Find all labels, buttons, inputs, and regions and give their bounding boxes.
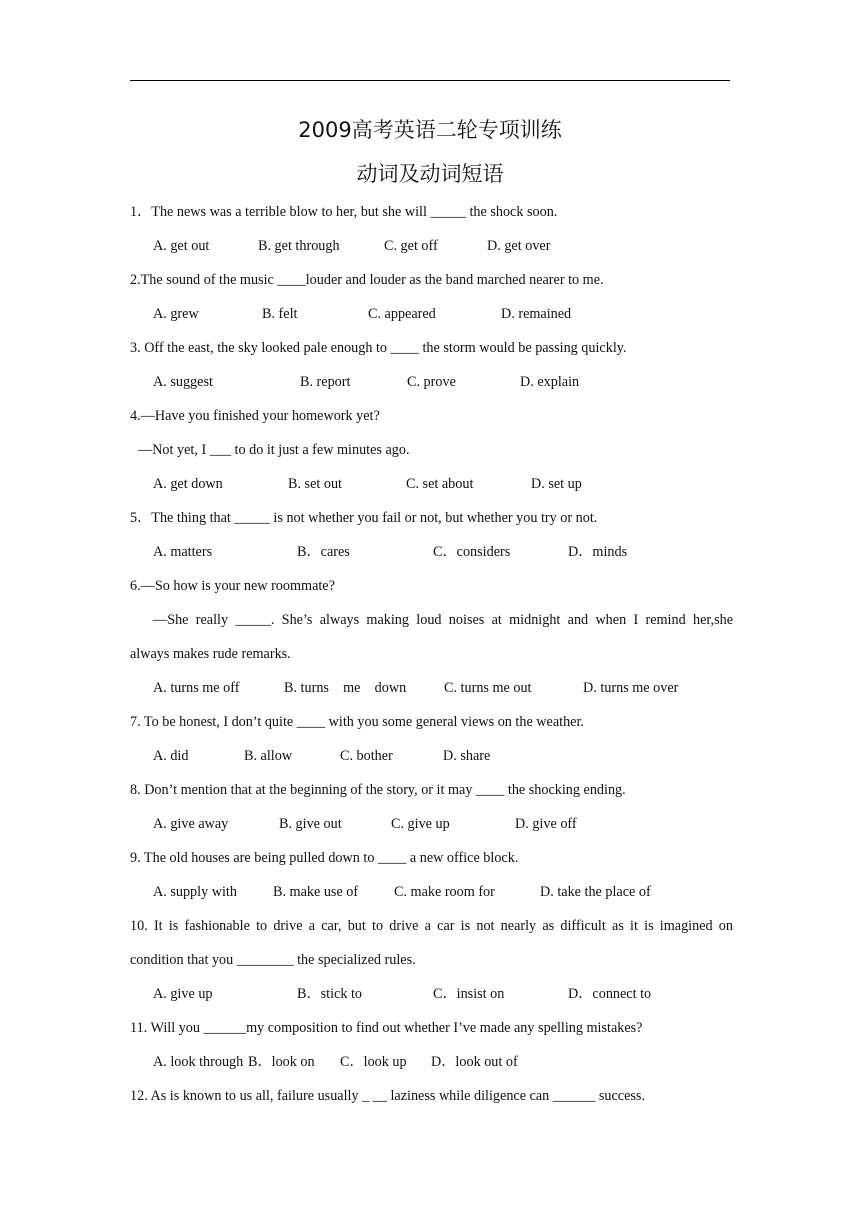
question-9-stem: 9. The old houses are being pulled down to ____ a new office block. bbox=[130, 850, 519, 866]
question-7-stem: 7. To be honest, I don’t quite ____ with you some general views on the weather. bbox=[130, 714, 584, 730]
question-10-stem: 10. It is fashionable to drive a car, but to drive a car is not nearly as difficult as it is imagined on bbox=[130, 918, 733, 934]
option-b: B. allow bbox=[244, 748, 293, 764]
option-b: B. report bbox=[300, 374, 351, 390]
question-11-options bbox=[130, 1048, 733, 1082]
option-b: B．cares bbox=[297, 544, 350, 560]
option-d: D. explain bbox=[520, 374, 580, 390]
question-12-stem: 12. As is known to us all, failure usually _ __ laziness while diligence can ______ success. bbox=[130, 1088, 645, 1104]
question-2-stem: 2.The sound of the music ____louder and louder as the band marched nearer to me. bbox=[130, 272, 604, 288]
option-b: B. set out bbox=[288, 476, 342, 492]
option-b: B. get through bbox=[258, 238, 340, 254]
option-b: B. turns me down bbox=[284, 680, 407, 696]
question-10-stem-cont: condition that you ________ the specialized rules. bbox=[130, 952, 416, 968]
option-a: A. get out bbox=[153, 238, 210, 254]
question-list bbox=[130, 198, 733, 1116]
question-1-stem: 1．The news was a terrible blow to her, but she will _____ the shock soon. bbox=[130, 204, 558, 220]
question-6-reply-cont: always makes rude remarks. bbox=[130, 646, 291, 662]
question-5-stem: 5．The thing that _____ is not whether you fail or not, but whether you try or not. bbox=[130, 510, 598, 526]
document-title: 2009高考英语二轮专项训练 bbox=[298, 118, 562, 142]
option-c: C．insist on bbox=[433, 986, 505, 1002]
option-a: A. turns me off bbox=[153, 680, 240, 696]
option-c: C. prove bbox=[407, 374, 456, 390]
question-5-options bbox=[130, 538, 733, 572]
document-subtitle: 动词及动词短语 bbox=[356, 162, 504, 186]
option-d: D．connect to bbox=[568, 986, 652, 1002]
option-a: A. matters bbox=[153, 544, 213, 560]
option-a: A. supply with bbox=[153, 884, 237, 900]
question-7-options bbox=[130, 742, 733, 776]
question-4-options bbox=[130, 470, 733, 504]
option-d: D. take the place of bbox=[540, 884, 651, 900]
question-3-stem: 3. Off the east, the sky looked pale enough to ____ the storm would be passing quickly. bbox=[130, 340, 627, 356]
option-b: B．stick to bbox=[297, 986, 363, 1002]
option-a: A. grew bbox=[153, 306, 199, 322]
option-b: B. make use of bbox=[273, 884, 359, 900]
option-d: D. remained bbox=[501, 306, 572, 322]
option-b: B. felt bbox=[262, 306, 298, 322]
option-a: A. look through bbox=[153, 1054, 244, 1070]
option-d: D．look out of bbox=[431, 1054, 518, 1070]
option-d: D. share bbox=[443, 748, 491, 764]
option-a: A. did bbox=[153, 748, 189, 764]
option-d: D. set up bbox=[531, 476, 582, 492]
option-c: C．considers bbox=[433, 544, 511, 560]
option-a: A. get down bbox=[153, 476, 223, 492]
option-b: B．look on bbox=[248, 1054, 315, 1070]
option-c: C．look up bbox=[340, 1054, 407, 1070]
question-4-reply: —Not yet, I ___ to do it just a few minutes ago. bbox=[138, 442, 410, 458]
question-8-stem: 8. Don’t mention that at the beginning of the story, or it may ____ the shocking ending. bbox=[130, 782, 626, 798]
header-rule bbox=[130, 80, 730, 81]
option-d: D. turns me over bbox=[583, 680, 679, 696]
option-a: A. give away bbox=[153, 816, 229, 832]
option-d: D．minds bbox=[568, 544, 628, 560]
question-6-stem: 6.—So how is your new roommate? bbox=[130, 578, 335, 594]
question-10-options bbox=[130, 980, 733, 1014]
option-b: B. give out bbox=[279, 816, 342, 832]
option-c: C. bother bbox=[340, 748, 393, 764]
option-c: C. get off bbox=[384, 238, 438, 254]
question-4-stem: 4.—Have you finished your homework yet? bbox=[130, 408, 380, 424]
option-a: A. give up bbox=[153, 986, 213, 1002]
question-6-options bbox=[130, 674, 733, 708]
option-c: C. turns me out bbox=[444, 680, 532, 696]
question-6-reply: —She really _____. She’s always making loud noises at midnight and when I remind her,she bbox=[153, 612, 733, 628]
option-c: C. give up bbox=[391, 816, 450, 832]
option-d: D. give off bbox=[515, 816, 577, 832]
option-c: C. make room for bbox=[394, 884, 495, 900]
option-c: C. appeared bbox=[368, 306, 436, 322]
question-1-options bbox=[130, 232, 733, 266]
question-8-options bbox=[130, 810, 733, 844]
question-9-options bbox=[130, 878, 733, 912]
question-2-options bbox=[130, 300, 733, 334]
question-11-stem: 11. Will you ______my composition to find out whether I’ve made any spelling mistakes? bbox=[130, 1020, 643, 1036]
option-d: D. get over bbox=[487, 238, 551, 254]
option-c: C. set about bbox=[406, 476, 474, 492]
option-a: A. suggest bbox=[153, 374, 213, 390]
question-3-options bbox=[130, 368, 733, 402]
